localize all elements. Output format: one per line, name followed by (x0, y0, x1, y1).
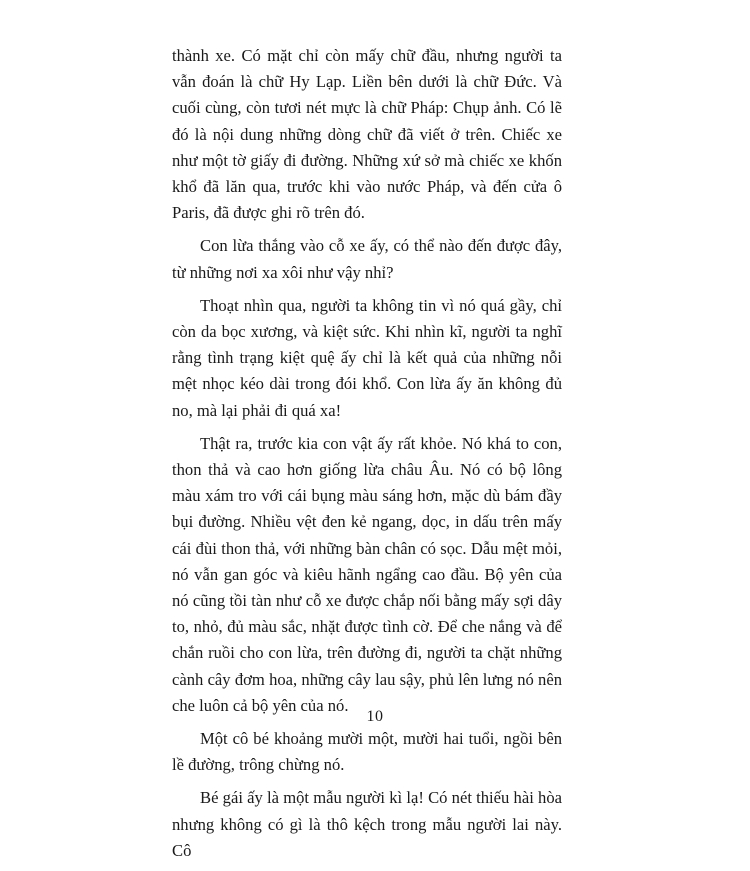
paragraph-5: Một cô bé khoảng mười một, mười hai tuổi, ngồi bên lề đường, trông chừng nó. (172, 729, 562, 775)
paragraph-6: Bé gái ấy là một mẫu người kì lạ! Có nét thiếu hài hòa nhưng không có gì là thô kệch trong mẫu người lai này. Cô (172, 788, 562, 860)
page-number: 10 (366, 708, 384, 725)
paragraph-1: thành xe. Có mặt chỉ còn mấy chữ đầu, nhưng người ta vẫn đoán là chữ Hy Lạp. Liền bên dưới là chữ Đức. Và cuối cùng, còn tươi nét mực là chữ Pháp: Chụp ảnh. Có lẽ đó là nội dung những dòng chữ đã viết ở trên. Chiếc xe như một tờ giấy đi đường. Những xứ sở mà chiếc xe khốn khổ đã lăn qua, trước khi vào nước Pháp, và đến cửa ô Paris, đã được ghi rõ trên đó. (172, 46, 562, 223)
paragraph-2: Con lừa thắng vào cỗ xe ấy, có thể nào đến được đây, từ những nơi xa xôi như vậy nhỉ? (172, 236, 562, 282)
body-text (172, 43, 562, 871)
paragraph-3: Thoạt nhìn qua, người ta không tin vì nó quá gầy, chỉ còn da bọc xương, và kiệt sức. Khi nhìn kĩ, người ta nghĩ rằng tình trạng kiệt quệ ấy chỉ là kết quả của những nỗi mệt nhọc kéo dài trong đói khổ. Con lừa ấy ăn không đủ no, mà lại phải đi quá xa! (172, 295, 562, 420)
paragraph-4: Thật ra, trước kia con vật ấy rất khỏe. Nó khá to con, thon thả và cao hơn giống lừa châu Âu. Nó có bộ lông màu xám tro với cái bụng màu sáng hơn, mặc dù bám đầy bụi đường. Nhiều vệt đen kẻ ngang, dọc, in dấu trên mấy cái đùi thon thả, với những bàn chân có sọc. Dẫu mệt mỏi, nó vẫn gan góc và kiêu hãnh ngẩng cao đầu. Bộ yên của nó cũng tồi tàn như cỗ xe được chắp nối bằng mấy sợi dây to, nhỏ, đủ màu sắc, nhặt được tình cờ. Để che nắng và để chắn ruồi cho con lừa, trên đường đi, người ta chặt những cành cây đơm hoa, những cây lau sậy, phủ lên lưng nó nên che luôn cả bộ yên của nó. (172, 433, 562, 715)
